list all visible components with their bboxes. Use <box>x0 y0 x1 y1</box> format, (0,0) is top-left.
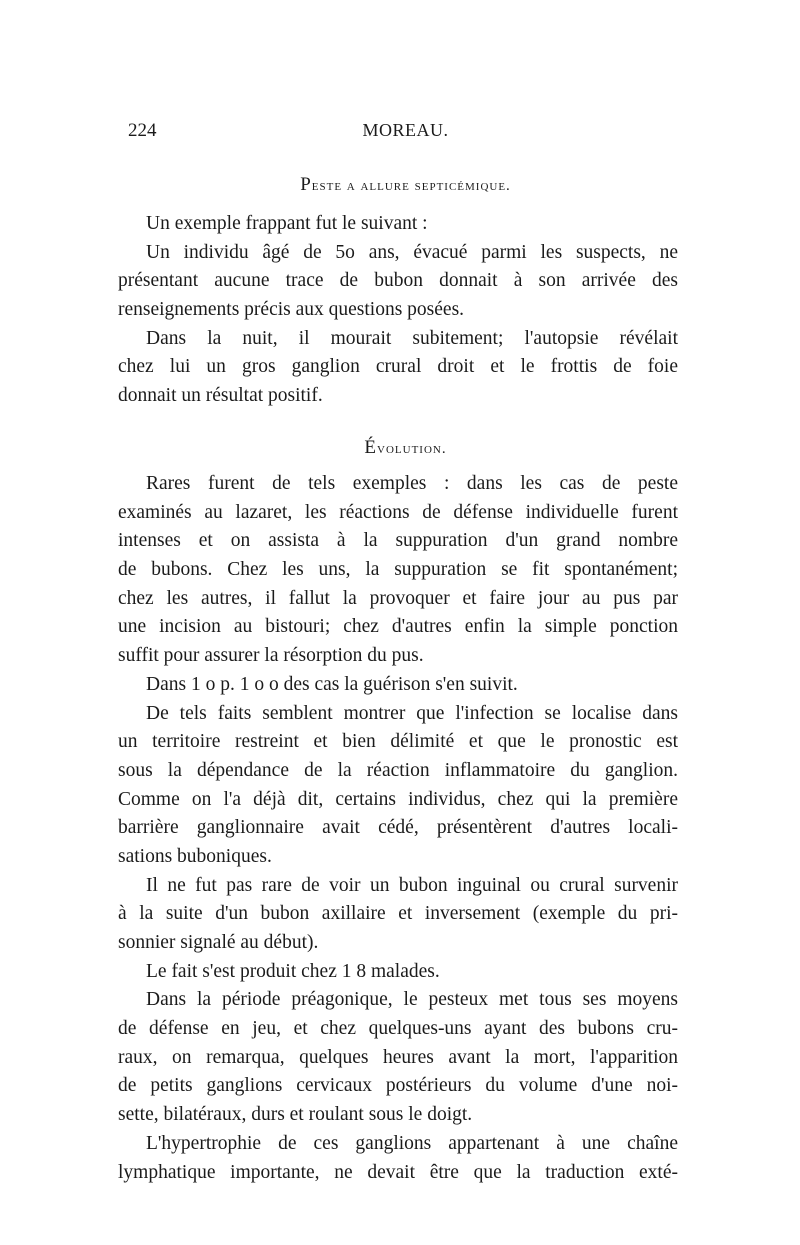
text-line: Le fait s'est produit chez 1 8 malades. <box>146 960 440 982</box>
text-line: de bubons. Chez les uns, la suppuration se fit spontanément; <box>118 559 678 581</box>
text-line: examinés au lazaret, les réactions de défense individuelle furent <box>118 501 678 523</box>
text-line: chez lui un gros ganglion crural droit et le frottis de foie <box>118 356 678 378</box>
text-line: lymphatique importante, ne devait être que la traduction exté- <box>118 1161 678 1183</box>
section-body-peste <box>118 210 678 411</box>
section-heading-evolution <box>128 437 683 459</box>
text-line: Il ne fut pas rare de voir un bubon inguinal ou crural survenir <box>146 874 678 896</box>
text-line: raux, on remarqua, quelques heures avant la mort, l'apparition <box>118 1046 678 1068</box>
section-body-evolution <box>118 470 678 1187</box>
text-line: renseignements précis aux questions posées. <box>118 299 465 321</box>
heading-initial: P <box>300 174 312 195</box>
text-line: barrière ganglionnaire avait cédé, présentèrent d'autres locali- <box>118 817 678 839</box>
text-line: chez les autres, il fallut la provoquer et faire jour au pus par <box>118 587 678 609</box>
text-line: Dans la nuit, il mourait subitement; l'autopsie révélait <box>146 327 678 349</box>
page-header <box>128 120 683 144</box>
text-line: présentant aucune trace de bubon donnait à son arrivée des <box>118 270 678 292</box>
section-heading-peste <box>128 174 683 196</box>
text-line: sous la dépendance de la réaction inflammatoire du ganglion. <box>118 759 678 781</box>
text-line: Un individu âgé de 5o ans, évacué parmi les suspects, ne <box>146 241 678 263</box>
heading-text: este a allure septicémique. <box>311 178 511 194</box>
text-line: Rares furent de tels exemples : dans les cas de peste <box>146 473 678 494</box>
text-line: sette, bilatéraux, durs et roulant sous le doigt. <box>118 1104 473 1126</box>
running-head: MOREAU. <box>362 120 449 140</box>
text-line: Dans 1 o p. 1 o o des cas la guérison s'en suivit. <box>146 673 518 695</box>
page-number: 224 <box>128 120 157 141</box>
text-line: Un exemple frappant fut le suivant : <box>146 213 428 234</box>
heading-text: volution. <box>377 441 447 457</box>
text-line: une incision au bistouri; chez d'autres enfin la simple ponction <box>118 616 678 638</box>
heading-initial: É <box>364 437 378 458</box>
text-line: Dans la période préagonique, le pesteux met tous ses moyens <box>146 989 678 1011</box>
text-line: à la suite d'un bubon axillaire et inversement (exemple du pri- <box>118 903 678 925</box>
text-line: Comme on l'a déjà dit, certains individus, chez qui la première <box>118 788 678 810</box>
text-line: sations buboniques. <box>118 845 272 867</box>
text-line: donnait un résultat positif. <box>118 385 323 407</box>
text-line: sonnier signalé au début). <box>118 932 319 953</box>
text-line: de défense en jeu, et chez quelques-uns ayant des bubons cru- <box>118 1018 678 1040</box>
text-line: suffit pour assurer la résorption du pus. <box>118 645 424 667</box>
text-line: intenses et on assista à la suppuration d'un grand nombre <box>118 530 678 552</box>
text-line: L'hypertrophie de ces ganglions appartenant à une chaîne <box>146 1132 678 1154</box>
text-line: de petits ganglions cervicaux postérieurs du volume d'une noi- <box>118 1075 678 1097</box>
text-line: un territoire restreint et bien délimité et que le pronostic est <box>118 731 678 753</box>
text-line: De tels faits semblent montrer que l'infection se localise dans <box>146 702 678 724</box>
